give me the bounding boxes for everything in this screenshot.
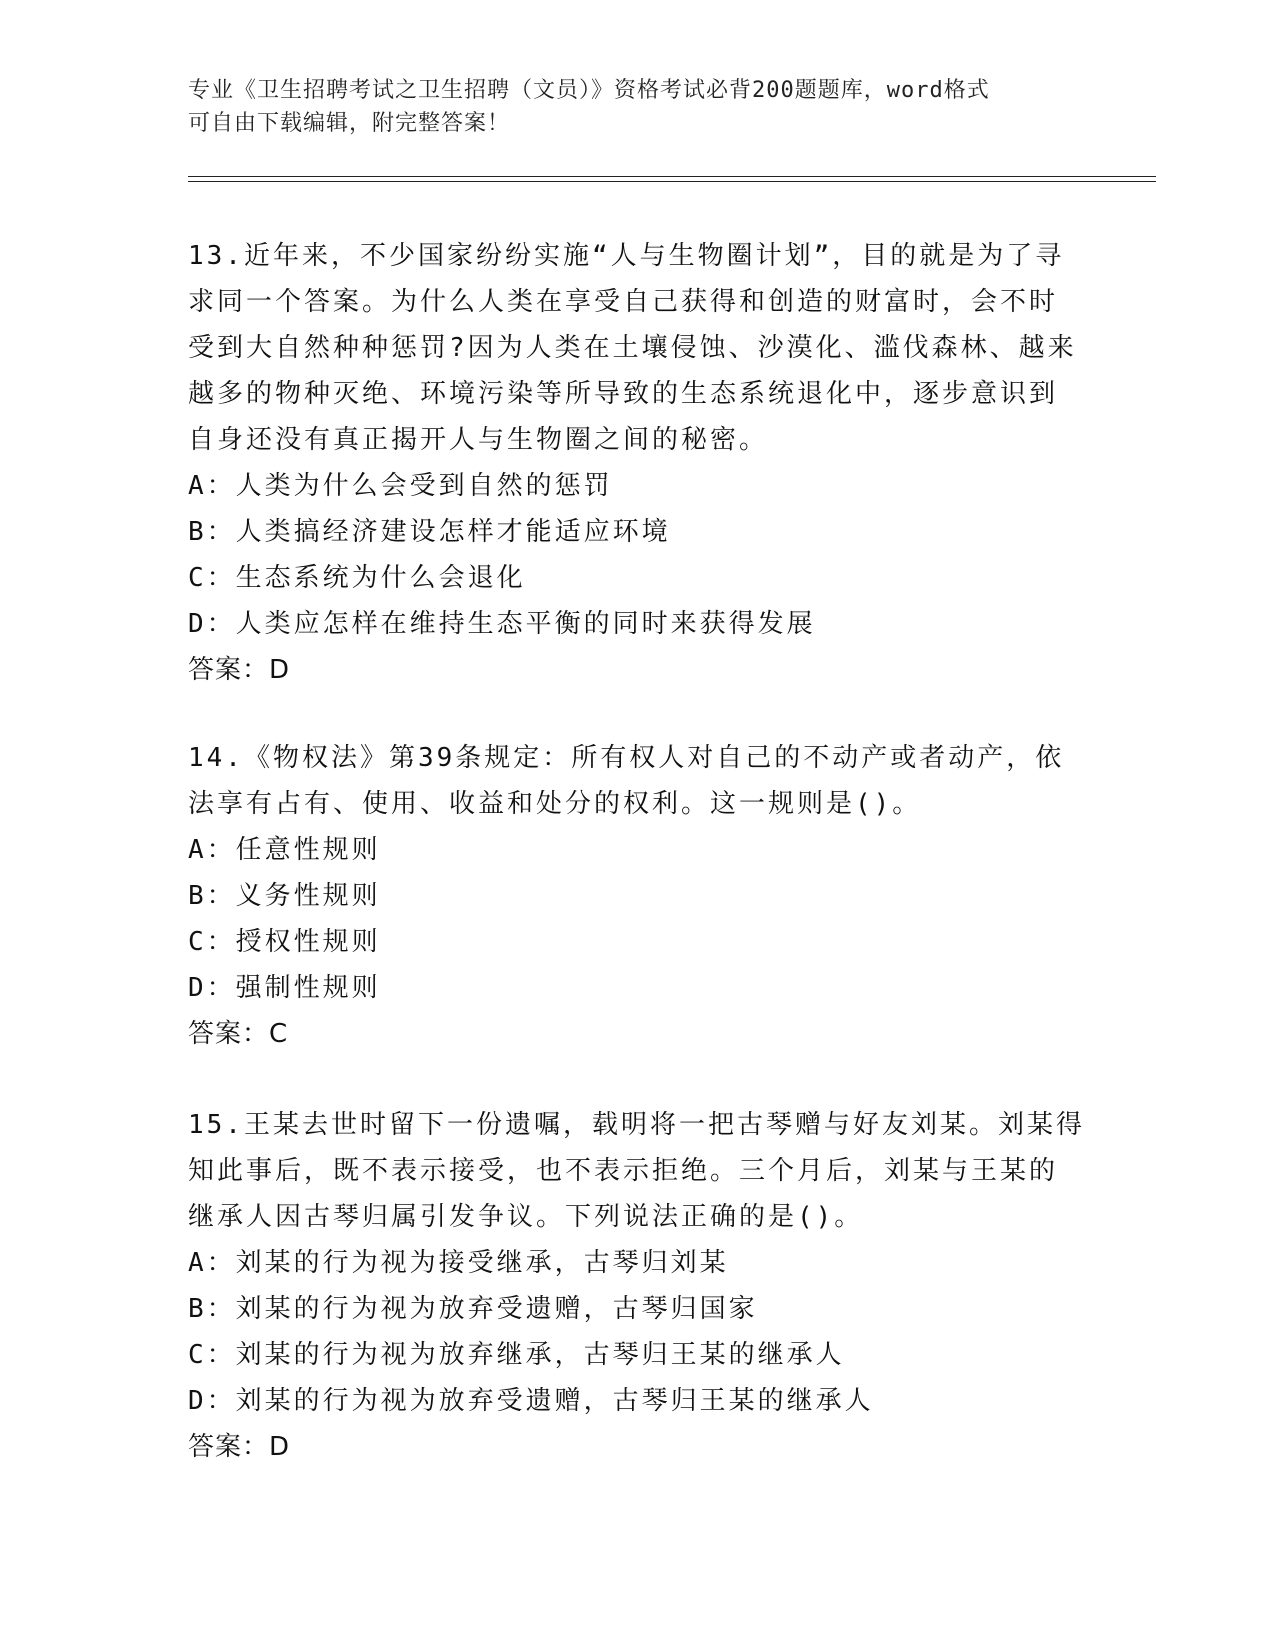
answer-label: 答案：D xyxy=(188,1432,291,1462)
option-a: A：刘某的行为视为接受继承，古琴归刘某 xyxy=(188,1248,729,1278)
answer-label: 答案：C xyxy=(188,1019,289,1049)
question-stem-line: 15.王某去世时留下一份遗嘱，载明将一把古琴赠与好友刘某。刘某得 xyxy=(188,1110,1085,1140)
question-14 xyxy=(188,735,1088,1057)
option-c: C：刘某的行为视为放弃继承，古琴归王某的继承人 xyxy=(188,1340,845,1370)
option-b: B：刘某的行为视为放弃受遗赠，古琴归国家 xyxy=(188,1294,758,1324)
option-c: C：生态系统为什么会退化 xyxy=(188,563,526,593)
option-b: B：义务性规则 xyxy=(188,881,381,911)
question-stem-line: 知此事后，既不表示接受，也不表示拒绝。三个月后，刘某与王某的 xyxy=(188,1156,1059,1186)
option-d: D：刘某的行为视为放弃受遗赠，古琴归王某的继承人 xyxy=(188,1386,874,1416)
header-divider-bottom xyxy=(188,181,1156,182)
option-d: D：人类应怎样在维持生态平衡的同时来获得发展 xyxy=(188,609,816,639)
header-line-2: 可自由下载编辑，附完整答案！ xyxy=(188,111,511,136)
option-b: B：人类搞经济建设怎样才能适应环境 xyxy=(188,517,671,547)
option-a: A：人类为什么会受到自然的惩罚 xyxy=(188,471,613,501)
question-stem-line: 继承人因古琴归属引发争议。下列说法正确的是()。 xyxy=(188,1202,864,1232)
option-d: D：强制性规则 xyxy=(188,973,381,1003)
question-stem-line: 法享有占有、使用、收益和处分的权利。这一规则是()。 xyxy=(188,789,922,819)
question-15 xyxy=(188,1102,1088,1470)
header-line-1: 专业《卫生招聘考试之卫生招聘（文员）》资格考试必背200题题库，word格式 xyxy=(188,78,990,103)
header-divider-top xyxy=(188,176,1156,177)
option-c: C：授权性规则 xyxy=(188,927,381,957)
question-stem-line: 自身还没有真正揭开人与生物圈之间的秘密。 xyxy=(188,425,769,455)
question-stem-line: 受到大自然种种惩罚?因为人类在土壤侵蚀、沙漠化、滥伐森林、越来 xyxy=(188,333,1077,363)
question-stem-line: 求同一个答案。为什么人类在享受自己获得和创造的财富时，会不时 xyxy=(188,287,1059,317)
option-a: A：任意性规则 xyxy=(188,835,381,865)
question-13 xyxy=(188,233,1088,693)
document-header xyxy=(188,74,1068,140)
answer-label: 答案：D xyxy=(188,655,291,685)
question-stem-line: 越多的物种灭绝、环境污染等所导致的生态系统退化中，逐步意识到 xyxy=(188,379,1059,409)
question-stem-line: 14.《物权法》第39条规定：所有权人对自己的不动产或者动产，依 xyxy=(188,743,1065,773)
question-stem-line: 13.近年来，不少国家纷纷实施“人与生物圈计划”，目的就是为了寻 xyxy=(188,241,1065,271)
